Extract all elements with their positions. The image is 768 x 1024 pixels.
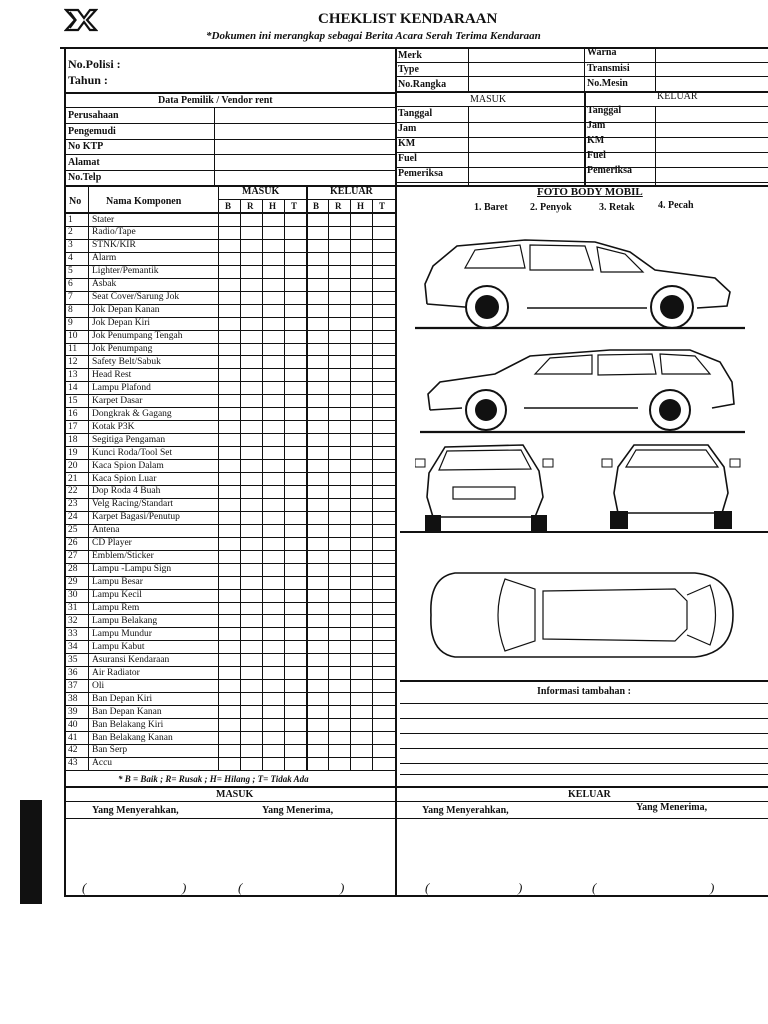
component-name: Karpet Bagasi/Penutup [92, 512, 180, 523]
component-no: 38 [68, 693, 78, 704]
damage-legend-1: 1. Baret [474, 202, 508, 213]
component-name: Dongkrak & Gagang [92, 408, 172, 419]
component-name: Oli [92, 680, 105, 691]
component-name: Ban Depan Kiri [92, 693, 153, 704]
damage-legend-4: 4. Pecah [658, 200, 694, 211]
page-title: CHEKLIST KENDARAAN [318, 11, 498, 27]
component-name: Head Rest [92, 369, 132, 380]
component-no: 12 [68, 356, 78, 367]
component-name: Dop Roda 4 Buah [92, 486, 161, 497]
component-no: 22 [68, 486, 78, 497]
component-name: Air Radiator [92, 667, 140, 678]
component-name: Kunci Roda/Tool Set [92, 447, 173, 458]
car-front-diagram [415, 437, 555, 535]
component-no: 15 [68, 395, 78, 406]
scan-mark [20, 800, 42, 904]
grade-legend: * B = Baik ; R= Rusak ; H= Hilang ; T= Tidak Ada [118, 774, 309, 784]
component-no: 14 [68, 382, 78, 393]
component-no: 18 [68, 434, 78, 445]
owner-row-label: Perusahaan [68, 110, 119, 121]
component-no: 20 [68, 460, 78, 471]
tahun-label: Tahun : [68, 73, 108, 87]
masuk-pemeriksa-label: Pemeriksa [398, 168, 443, 179]
component-name: Asbak [92, 279, 117, 290]
component-name: Radio/Tape [92, 227, 136, 238]
sig-keluar-header: KELUAR [568, 789, 611, 800]
component-no: 29 [68, 577, 78, 588]
merk-label: Merk [398, 50, 422, 61]
component-name: STNK/KIR [92, 240, 136, 251]
owner-row-label: No KTP [68, 141, 104, 152]
component-name: Jok Penumpang [92, 344, 153, 354]
keluar-header: KELUAR [657, 91, 698, 102]
component-name: Lampu Plafond [92, 382, 151, 393]
component-no: 19 [68, 447, 78, 458]
masuk-jam-label: Jam [398, 123, 417, 134]
component-name: Lampu Rem [92, 603, 140, 613]
component-name: Lampu Besar [92, 577, 143, 588]
component-name: Kaca Spion Dalam [92, 460, 164, 471]
photo-section-title: FOTO BODY MOBIL [537, 186, 643, 198]
keluar-km-label: KM [587, 135, 605, 146]
component-name: Velg Racing/Standart [92, 499, 173, 510]
component-name: Lampu Belakang [92, 615, 158, 626]
component-no: 1 [68, 214, 73, 225]
component-name: Jok Depan Kanan [92, 305, 160, 316]
component-no: 43 [68, 758, 78, 769]
component-no: 32 [68, 615, 78, 626]
component-name: Stater [92, 214, 115, 225]
component-no: 35 [68, 654, 78, 665]
grade-header: T [291, 201, 298, 211]
component-no: 36 [68, 667, 78, 678]
grade-header: B [313, 201, 320, 211]
component-no: 9 [68, 318, 73, 329]
component-no: 4 [68, 253, 73, 264]
component-name: Segitiga Pengaman [92, 434, 166, 445]
owner-section-title: Data Pemilik / Vendor rent [158, 95, 273, 106]
grade-header: T [379, 201, 386, 211]
keluar-fuel-label: Fuel [587, 150, 606, 161]
component-name: Alarm [92, 253, 117, 264]
component-name: CD Player [92, 538, 132, 549]
component-name: Jok Depan Kiri [92, 318, 151, 329]
component-no: 31 [68, 603, 78, 613]
masuk-header: MASUK [470, 94, 507, 105]
owner-row-label: Pengemudi [68, 126, 116, 137]
transmisi-label: Transmisi [587, 63, 630, 74]
grade-header: H [357, 201, 365, 211]
masuk-fuel-label: Fuel [398, 153, 417, 164]
masuk-giver-sign-close: ) [182, 880, 187, 895]
grade-header: H [269, 201, 277, 211]
component-no: 7 [68, 292, 73, 303]
component-name: Lighter/Pemantik [92, 266, 159, 277]
component-name: Safety Belt/Sabuk [92, 356, 161, 367]
page-subtitle: *Dokumen ini merangkap sebagai Berita Acara Serah Terima Kendaraan [206, 30, 541, 42]
damage-legend-3: 3. Retak [599, 202, 635, 213]
keluar-jam-label: Jam [587, 120, 606, 131]
component-no: 3 [68, 240, 73, 251]
component-name: Ban Belakang Kanan [92, 732, 173, 743]
comp-masuk-header: MASUK [242, 186, 280, 197]
col-name-header: Nama Komponen [106, 196, 182, 207]
type-label: Type [398, 64, 419, 75]
keluar-giver-label: Yang Menyerahkan, [422, 805, 509, 816]
component-name: Lampu -Lampu Sign [92, 564, 172, 575]
component-no: 37 [68, 680, 78, 691]
component-name: Seat Cover/Sarung Jok [92, 292, 180, 303]
masuk-receiver-sign-close: ) [340, 880, 345, 895]
component-no: 25 [68, 525, 78, 536]
no-polisi-label: No.Polisi : [68, 57, 121, 71]
grade-header: R [335, 201, 342, 211]
component-name: Accu [92, 758, 113, 769]
component-name: Emblem/Sticker [92, 551, 154, 562]
keluar-receiver-label: Yang Menerima, [636, 802, 708, 813]
no-rangka-label: No.Rangka [398, 79, 447, 90]
component-no: 27 [68, 551, 78, 562]
component-name: Ban Serp [92, 745, 128, 756]
masuk-tanggal-label: Tanggal [398, 108, 433, 119]
component-name: Ban Depan Kanan [92, 706, 162, 717]
component-name: Antena [92, 525, 120, 536]
car-rear-diagram [600, 437, 742, 532]
keluar-tanggal-label: Tanggal [587, 105, 622, 116]
grade-header: R [247, 201, 254, 211]
component-no: 33 [68, 628, 78, 639]
component-no: 34 [68, 641, 78, 652]
component-no: 42 [68, 745, 78, 756]
car-right-side-diagram [415, 232, 745, 332]
keluar-receiver-sign-close: ) [710, 880, 715, 895]
component-no: 8 [68, 305, 73, 316]
component-no: 5 [68, 266, 73, 277]
component-no: 21 [68, 473, 78, 484]
owner-row-label: Alamat [68, 157, 100, 168]
component-no: 2 [68, 227, 73, 238]
component-no: 13 [68, 369, 78, 380]
masuk-receiver-sign-open: ( [238, 880, 243, 895]
component-no: 10 [68, 331, 78, 342]
masuk-km-label: KM [398, 138, 416, 149]
component-name: Jok Penumpang Tengah [92, 331, 183, 342]
component-no: 6 [68, 279, 73, 290]
owner-row-label: No.Telp [68, 172, 102, 183]
component-no: 28 [68, 564, 78, 575]
keluar-pemeriksa-label: Pemeriksa [587, 165, 632, 176]
component-name: Kaca Spion Luar [92, 473, 157, 484]
company-logo [64, 8, 98, 32]
damage-legend-2: 2. Penyok [530, 202, 572, 213]
component-name: Karpet Dasar [92, 395, 143, 406]
col-no-header: No [69, 196, 82, 207]
comp-keluar-header: KELUAR [330, 186, 373, 197]
car-left-side-diagram [420, 342, 745, 437]
grade-header: B [225, 201, 232, 211]
sig-masuk-header: MASUK [216, 789, 254, 800]
component-no: 40 [68, 719, 78, 730]
component-no: 41 [68, 732, 78, 743]
component-name: Asuransi Kendaraan [92, 654, 170, 665]
masuk-giver-sign-open: ( [82, 880, 87, 895]
keluar-giver-sign-open: ( [425, 880, 430, 895]
masuk-receiver-label: Yang Menerima, [262, 805, 334, 816]
component-no: 16 [68, 408, 78, 419]
component-no: 26 [68, 538, 78, 549]
component-no: 39 [68, 706, 78, 717]
component-name: Lampu Kecil [92, 590, 142, 601]
component-no: 23 [68, 499, 78, 510]
car-top-diagram [425, 565, 740, 665]
no-mesin-label: No.Mesin [587, 78, 628, 89]
additional-info-title: Informasi tambahan : [537, 686, 631, 697]
keluar-giver-sign-close: ) [518, 880, 523, 895]
component-name: Lampu Kabut [92, 641, 145, 652]
keluar-receiver-sign-open: ( [592, 880, 597, 895]
component-name: Lampu Mundur [92, 628, 152, 639]
masuk-giver-label: Yang Menyerahkan, [92, 805, 179, 816]
component-no: 24 [68, 512, 78, 523]
component-name: Ban Belakang Kiri [92, 719, 164, 730]
component-name: Kotak P3K [92, 421, 135, 432]
warna-label: Warna [587, 47, 617, 58]
component-no: 30 [68, 590, 78, 601]
component-no: 11 [68, 344, 78, 354]
component-no: 17 [68, 421, 78, 432]
